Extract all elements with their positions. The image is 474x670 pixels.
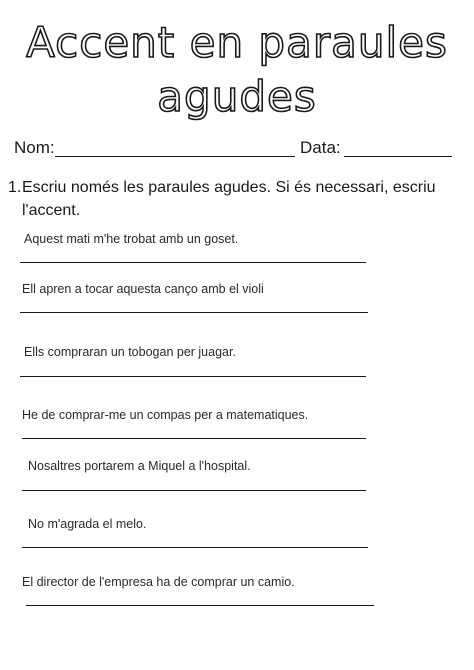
name-field-line[interactable] — [55, 156, 295, 157]
date-label: Data: — [300, 138, 341, 157]
answer-line-7[interactable] — [26, 605, 374, 606]
title-line-2: agudes — [157, 72, 317, 121]
sentence-5: Nosaltres portarem a Miquel a l'hospital. — [28, 459, 251, 473]
answer-line-1[interactable] — [20, 262, 366, 263]
name-label: Nom: — [14, 138, 55, 157]
sentence-3: Ells compraran un tobogan per juagar. — [24, 345, 236, 359]
answer-line-4[interactable] — [22, 438, 366, 439]
sentence-2: Ell apren a tocar aquesta canço amb el violi — [22, 282, 264, 296]
instruction-text: Escriu només les paraules agudes. Si és necessari, escriu l'accent. — [22, 179, 436, 219]
sentence-4: He de comprar-me un compas per a matematiques. — [22, 408, 309, 422]
sentence-7: El director de l'empresa ha de comprar un camio. — [22, 575, 295, 589]
header-row — [14, 138, 460, 162]
title-line-1: Accent en paraules — [26, 18, 448, 67]
answer-line-5[interactable] — [22, 490, 366, 491]
answer-line-3[interactable] — [20, 376, 366, 377]
sentence-6: No m'agrada el melo. — [28, 517, 147, 531]
instruction — [8, 176, 464, 222]
answer-line-2[interactable] — [20, 312, 368, 313]
answer-line-6[interactable] — [22, 547, 368, 548]
sentence-1: Aquest mati m'he trobat amb un goset. — [24, 232, 239, 246]
date-field-line[interactable] — [344, 156, 452, 157]
instruction-number: 1. — [8, 179, 22, 196]
